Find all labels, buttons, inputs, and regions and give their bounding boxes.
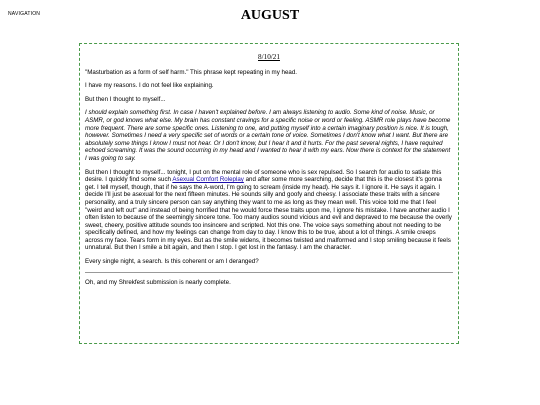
entry-paragraph-7: Oh, and my Shrekfest submission is nearly complete. — [85, 278, 231, 286]
entry-paragraph-6: Every single night, a search. Is this coherent or am I deranged? — [85, 258, 259, 266]
entry-paragraph-4: I should explain something first. In case I haven't explained before. I am always listening to audio. Some kind of noise. Music, or ASMR, or god knows what else. My brain has constant cravings for a specific noise or word or feeling. ASMR role plays have become more frequent. There are some specific ones. Listening to one, and putting myself into a certain imaginary position is nice. It is tough, however. Sometimes I need a very specific set of words or a certain tone of voice. Sometimes I don't know what I want. But there are absolutely some things I know I must not hear. Or I don't know, but I hear it and it hurts. For the past several nights, I have required echoed screaming. It was the sound occurring in my head and I wanted to hear it with my ears. Now there is context for the statement I was going to say. — [85, 109, 451, 162]
page-title: AUGUST — [240, 8, 300, 23]
paragraph-5-text-end: and after some more searching, decide that this is the closest it's gonna get. I tell myself, though, that if he says the A-word, I'm going to scream (inside my head). He says it. I ignore it. He says it again. I decide I'll just be asexual for the next fifteen minutes. He sounds silly and goofy and cheesy. I associate these traits with a sincere personality, and a truly sincere person can say anything they want to me as long as they mean well. This voice told me that I feel "weird and left out" and instead of being horrified that he would force these traits upon me, I ignore his mistake. I have another audio I often listen to because of the seemingly sincere tone. Too many audios sound vicious and evil and depraved to me because the overly sweet, cheery, positive attitude sounds too insincere and scripted. Not this one. The voice says something about not needing to be specifically defined, and how my feelings can change from day to day. I know this to be true, about a lot of things. A smile creeps across my face. Tears form in my eyes. But as the smile widens, it becomes twisted and malformed and I stop smiling because it feels unnatural. But then I smile a bit again, and then I stop. I get lost in the fantasy. I am the character. — [85, 176, 452, 252]
journal-entry — [79, 43, 459, 344]
entry-paragraph-3: But then I thought to myself... — [85, 95, 166, 103]
entry-paragraph-5 — [85, 169, 453, 253]
navigation-link[interactable]: NAVIGATION — [8, 11, 41, 17]
asexual-comfort-roleplay-link[interactable]: Asexual Comfort Roleplay — [172, 176, 244, 184]
entry-paragraph-2: I have my reasons. I do not feel like explaining. — [85, 82, 214, 90]
entry-date: 8/10/21 — [258, 53, 280, 61]
entry-paragraph-1: "Masturbation as a form of self harm." This phrase kept repeating in my head. — [85, 68, 298, 76]
paragraph-5-text-start: But then I thought to myself... tonight, I put on the mental role of someone who is sex repulsed. So I search for audio to satiate this desire. I quickly find some such — [85, 168, 442, 184]
entry-divider — [85, 272, 453, 273]
